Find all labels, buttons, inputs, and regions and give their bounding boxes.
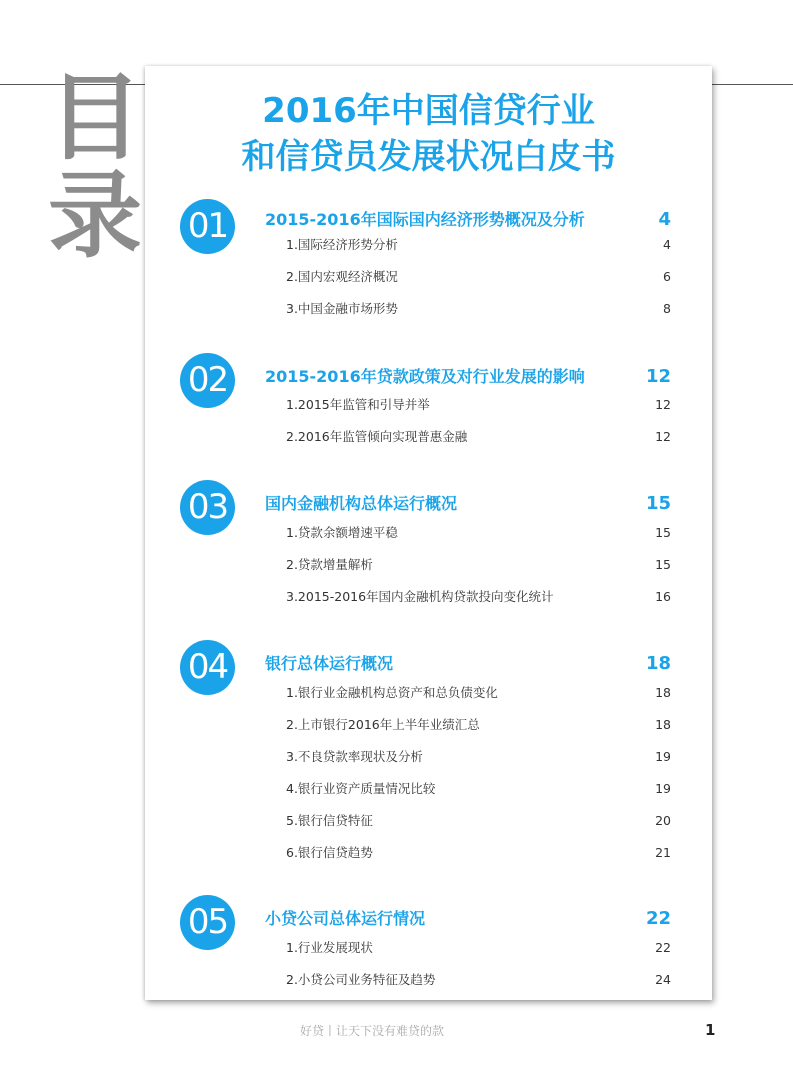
section-number-badge: 03 bbox=[180, 480, 235, 535]
toc-section-heading[interactable] bbox=[265, 365, 671, 389]
document-title bbox=[145, 88, 712, 180]
toc-item[interactable] bbox=[286, 938, 671, 958]
toc-item-label: 1.贷款余额增速平稳 bbox=[286, 525, 398, 540]
section-heading-text: 银行总体运行概况 bbox=[265, 654, 394, 673]
toc-item[interactable] bbox=[286, 427, 671, 447]
section-number-badge: 01 bbox=[180, 199, 235, 254]
toc-item-page: 15 bbox=[655, 557, 671, 572]
side-title-char: 录 bbox=[48, 162, 143, 271]
toc-item-label: 1.银行业金融机构总资产和总负债变化 bbox=[286, 685, 498, 700]
section-heading-text: 2015-2016年贷款政策及对行业发展的影响 bbox=[265, 367, 585, 386]
page-number: 1 bbox=[705, 1021, 716, 1039]
toc-item[interactable] bbox=[286, 587, 671, 607]
side-title bbox=[48, 64, 148, 271]
toc-item[interactable] bbox=[286, 235, 671, 255]
toc-item-page: 24 bbox=[655, 972, 671, 987]
toc-item-page: 21 bbox=[655, 845, 671, 860]
section-page-number: 4 bbox=[658, 209, 671, 230]
toc-section-heading[interactable] bbox=[265, 492, 671, 516]
toc-item-label: 2.贷款增量解析 bbox=[286, 557, 373, 572]
toc-item[interactable] bbox=[286, 779, 671, 799]
toc-item-label: 3.中国金融市场形势 bbox=[286, 301, 398, 316]
toc-item[interactable] bbox=[286, 747, 671, 767]
section-number-badge: 02 bbox=[180, 353, 235, 408]
toc-item-page: 16 bbox=[655, 589, 671, 604]
toc-card bbox=[145, 66, 712, 1000]
toc-item[interactable] bbox=[286, 715, 671, 735]
toc-item[interactable] bbox=[286, 683, 671, 703]
toc-item-label: 2.2016年监管倾向实现普惠金融 bbox=[286, 429, 468, 444]
section-page-number: 15 bbox=[645, 493, 671, 514]
section-number-badge: 05 bbox=[180, 895, 235, 950]
section-heading-text: 小贷公司总体运行情况 bbox=[265, 909, 426, 928]
toc-item[interactable] bbox=[286, 523, 671, 543]
toc-item-page: 4 bbox=[663, 237, 671, 252]
side-title-char: 目 bbox=[48, 64, 143, 173]
section-heading-text: 国内金融机构总体运行概况 bbox=[265, 494, 458, 513]
section-page-number: 22 bbox=[645, 908, 671, 929]
toc-item[interactable] bbox=[286, 843, 671, 863]
toc-item-page: 22 bbox=[655, 940, 671, 955]
toc-item-page: 15 bbox=[655, 525, 671, 540]
toc-item-label: 5.银行信贷特征 bbox=[286, 813, 373, 828]
toc-item-page: 19 bbox=[655, 749, 671, 764]
toc-item-label: 2.上市银行2016年上半年业绩汇总 bbox=[286, 717, 480, 732]
toc-item-label: 1.2015年监管和引导并举 bbox=[286, 397, 430, 412]
footer-slogan: 好贷丨让天下没有难贷的款 bbox=[300, 1024, 445, 1038]
toc-item-page: 20 bbox=[655, 813, 671, 828]
toc-item[interactable] bbox=[286, 811, 671, 831]
title-line-2: 和信贷员发展状况白皮书 bbox=[241, 137, 616, 177]
toc-item[interactable] bbox=[286, 267, 671, 287]
toc-item[interactable] bbox=[286, 299, 671, 319]
toc-item-label: 3.不良贷款率现状及分析 bbox=[286, 749, 423, 764]
toc-item-label: 4.银行业资产质量情况比较 bbox=[286, 781, 436, 796]
section-number-badge: 04 bbox=[180, 640, 235, 695]
section-heading-text: 2015-2016年国际国内经济形势概况及分析 bbox=[265, 210, 585, 229]
toc-section-heading[interactable] bbox=[265, 208, 671, 232]
toc-item-page: 12 bbox=[655, 397, 671, 412]
title-line-1: 2016年中国信贷行业 bbox=[262, 91, 595, 131]
toc-item-page: 12 bbox=[655, 429, 671, 444]
section-page-number: 12 bbox=[645, 366, 671, 387]
toc-item[interactable] bbox=[286, 395, 671, 415]
toc-item-page: 8 bbox=[663, 301, 671, 316]
toc-item[interactable] bbox=[286, 555, 671, 575]
toc-item-label: 3.2015-2016年国内金融机构贷款投向变化统计 bbox=[286, 589, 554, 604]
toc-item-page: 18 bbox=[655, 685, 671, 700]
toc-section-heading[interactable] bbox=[265, 907, 671, 931]
toc-item-label: 1.行业发展现状 bbox=[286, 940, 373, 955]
toc-item-page: 18 bbox=[655, 717, 671, 732]
toc-item-page: 19 bbox=[655, 781, 671, 796]
toc-item-page: 6 bbox=[663, 269, 671, 284]
toc-section-heading[interactable] bbox=[265, 652, 671, 676]
toc-item-label: 2.国内宏观经济概况 bbox=[286, 269, 398, 284]
toc-item[interactable] bbox=[286, 970, 671, 990]
toc-item-label: 1.国际经济形势分析 bbox=[286, 237, 398, 252]
section-page-number: 18 bbox=[645, 653, 671, 674]
toc-item-label: 2.小贷公司业务特征及趋势 bbox=[286, 972, 436, 987]
toc-item-label: 6.银行信贷趋势 bbox=[286, 845, 373, 860]
